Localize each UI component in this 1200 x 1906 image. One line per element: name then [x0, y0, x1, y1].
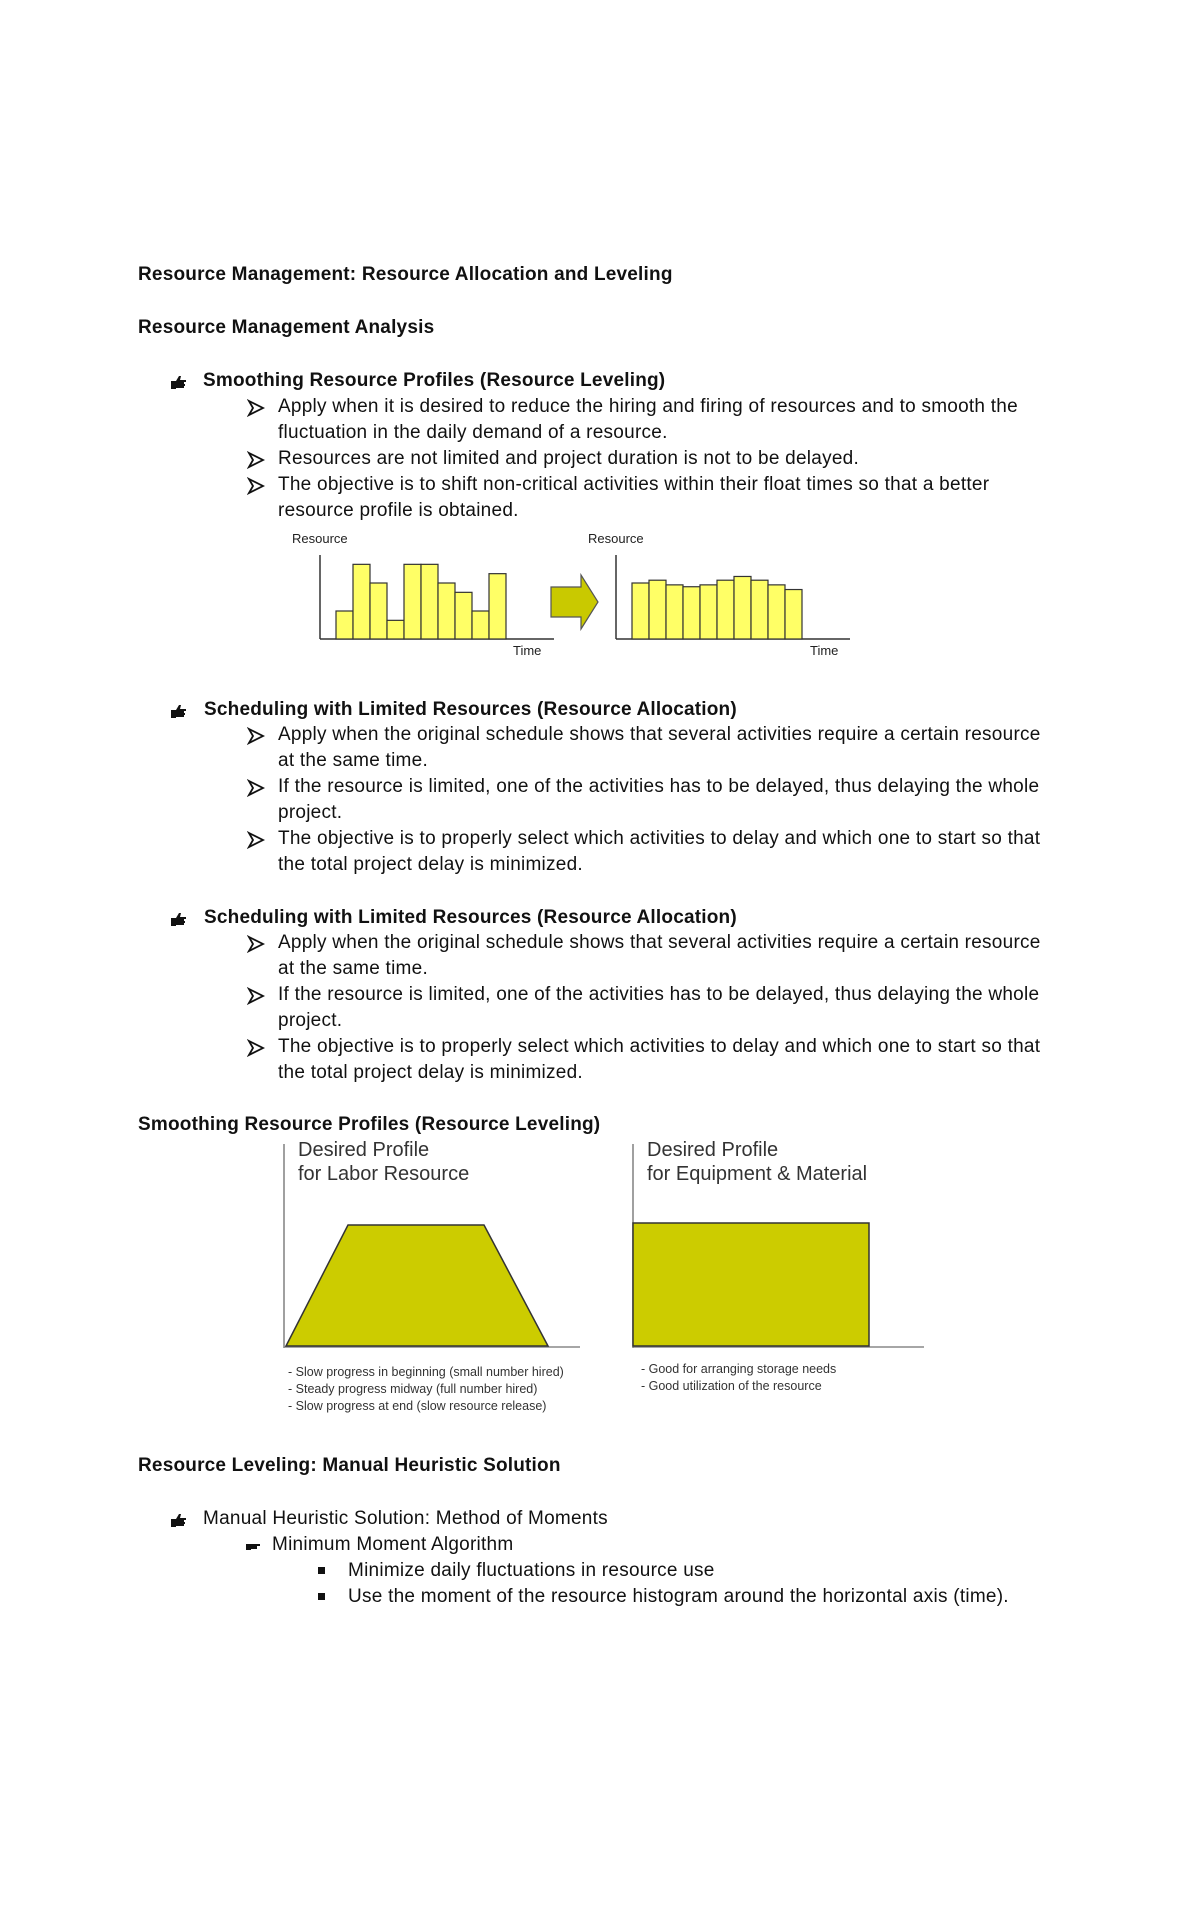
labor-note: - Steady progress midway (full number hired) — [288, 1382, 538, 1396]
arrow-bullet-icon — [247, 779, 265, 797]
bullet-text: Resources are not limited and project duration is not to be delayed. — [278, 448, 859, 469]
left-histogram-bars — [336, 564, 506, 639]
bullet-text: at the same time. — [278, 750, 428, 771]
left-histogram-bar — [455, 592, 472, 639]
arrow-bullet-icon — [247, 1039, 265, 1057]
arrow-bullet-icon — [247, 477, 265, 495]
labor-note: - Slow progress at end (slow resource release) — [288, 1399, 547, 1413]
square-bullet-icon — [318, 1593, 325, 1600]
right-histogram-bar — [751, 580, 768, 639]
bullet-text-method-of-moments: Manual Heuristic Solution: Method of Moments — [203, 1508, 608, 1529]
transform-arrow-icon — [551, 575, 598, 629]
right-histogram-bar — [717, 580, 734, 639]
equipment-profile-title-line1: Desired Profile — [647, 1139, 779, 1161]
left-histogram-bar — [489, 574, 506, 639]
list-item-text: Use the moment of the resource histogram around the horizontal axis (time). — [348, 1586, 1009, 1607]
right-histogram-bar — [700, 585, 717, 639]
desired-profiles-figure — [280, 1138, 928, 1420]
arrow-bullet-icon — [247, 451, 265, 469]
bullet-text: project. — [278, 802, 343, 823]
bullet-text: fluctuation in the daily demand of a resource. — [278, 422, 668, 443]
list-item-text: Minimize daily fluctuations in resource use — [348, 1560, 715, 1581]
right-histogram-bars — [632, 576, 802, 639]
right-histogram-ylabel: Resource — [588, 531, 644, 546]
section-heading-leveling: Smoothing Resource Profiles (Resource Leveling) — [138, 1114, 601, 1135]
leveling-histograms-figure — [280, 527, 860, 667]
right-histogram-bar — [768, 585, 785, 639]
section-heading-analysis: Resource Management Analysis — [138, 317, 435, 338]
right-histogram-xlabel: Time — [810, 643, 839, 658]
bullet-text: If the resource is limited, one of the activities has to be delayed, thus delaying the whole — [278, 776, 1040, 797]
left-histogram-bar — [353, 564, 370, 639]
bullet-text: the total project delay is minimized. — [278, 854, 583, 875]
left-histogram-xlabel: Time — [513, 643, 542, 658]
equipment-note: - Good utilization of the resource — [641, 1379, 822, 1393]
arrow-bullet-icon — [247, 987, 265, 1005]
bullet-text: at the same time. — [278, 958, 428, 979]
labor-profile-title-line1: Desired Profile — [298, 1139, 430, 1161]
pointing-hand-icon — [170, 374, 188, 390]
left-histogram-bar — [370, 583, 387, 639]
bullet-heading-allocation: Scheduling with Limited Resources (Resource Allocation) — [204, 907, 737, 928]
left-histogram-ylabel: Resource — [292, 531, 348, 546]
bullet-text: The objective is to properly select which activities to delay and which one to start so that — [278, 1036, 1041, 1057]
arrow-bullet-icon — [247, 727, 265, 745]
bullet-heading-allocation: Scheduling with Limited Resources (Resource Allocation) — [204, 699, 737, 720]
bullet-text: the total project delay is minimized. — [278, 1062, 583, 1083]
bullet-text: Apply when the original schedule shows that several activities require a certain resource — [278, 724, 1041, 745]
bullet-heading-leveling: Smoothing Resource Profiles (Resource Leveling) — [203, 370, 666, 391]
bullet-text: If the resource is limited, one of the activities has to be delayed, thus delaying the whole — [278, 984, 1040, 1005]
left-histogram-bar — [438, 583, 455, 639]
equipment-note: - Good for arranging storage needs — [641, 1362, 837, 1376]
right-histogram-bar — [666, 585, 683, 639]
sub-bullet-text: Minimum Moment Algorithm — [272, 1534, 514, 1555]
pointing-hand-icon — [170, 703, 188, 719]
left-histogram-bar — [336, 611, 353, 639]
labor-profile-trapezoid — [286, 1225, 548, 1346]
arrow-bullet-icon — [247, 399, 265, 417]
arrow-bullet-icon — [247, 831, 265, 849]
pointing-finger-icon — [245, 1538, 263, 1552]
right-histogram-bar — [632, 583, 649, 639]
pointing-hand-icon — [170, 1512, 188, 1528]
bullet-text: resource profile is obtained. — [278, 500, 519, 521]
bullet-text: Apply when it is desired to reduce the hiring and firing of resources and to smooth the — [278, 396, 1018, 417]
section-heading-manual-heuristic: Resource Leveling: Manual Heuristic Solution — [138, 1455, 561, 1476]
bullet-text: The objective is to properly select which activities to delay and which one to start so that — [278, 828, 1041, 849]
left-histogram-bar — [421, 564, 438, 639]
labor-note: - Slow progress in beginning (small number hired) — [288, 1365, 564, 1379]
pointing-hand-icon — [170, 911, 188, 927]
left-histogram-bar — [472, 611, 489, 639]
left-histogram-bar — [387, 620, 404, 639]
bullet-text: Apply when the original schedule shows that several activities require a certain resource — [278, 932, 1041, 953]
bullet-text: project. — [278, 1010, 343, 1031]
right-histogram-bar — [734, 576, 751, 639]
right-histogram-bar — [785, 590, 802, 639]
labor-profile-title-line2: for Labor Resource — [298, 1163, 470, 1185]
right-histogram-bar — [683, 587, 700, 639]
right-histogram-bar — [649, 580, 666, 639]
left-histogram-bar — [404, 564, 421, 639]
equipment-profile-title-line2: for Equipment & Material — [647, 1163, 868, 1185]
square-bullet-icon — [318, 1567, 325, 1574]
document-title: Resource Management: Resource Allocation and Leveling — [138, 264, 673, 285]
arrow-bullet-icon — [247, 935, 265, 953]
equipment-profile-rectangle — [633, 1223, 869, 1346]
bullet-text: The objective is to shift non-critical activities within their float times so that a better — [278, 474, 990, 495]
